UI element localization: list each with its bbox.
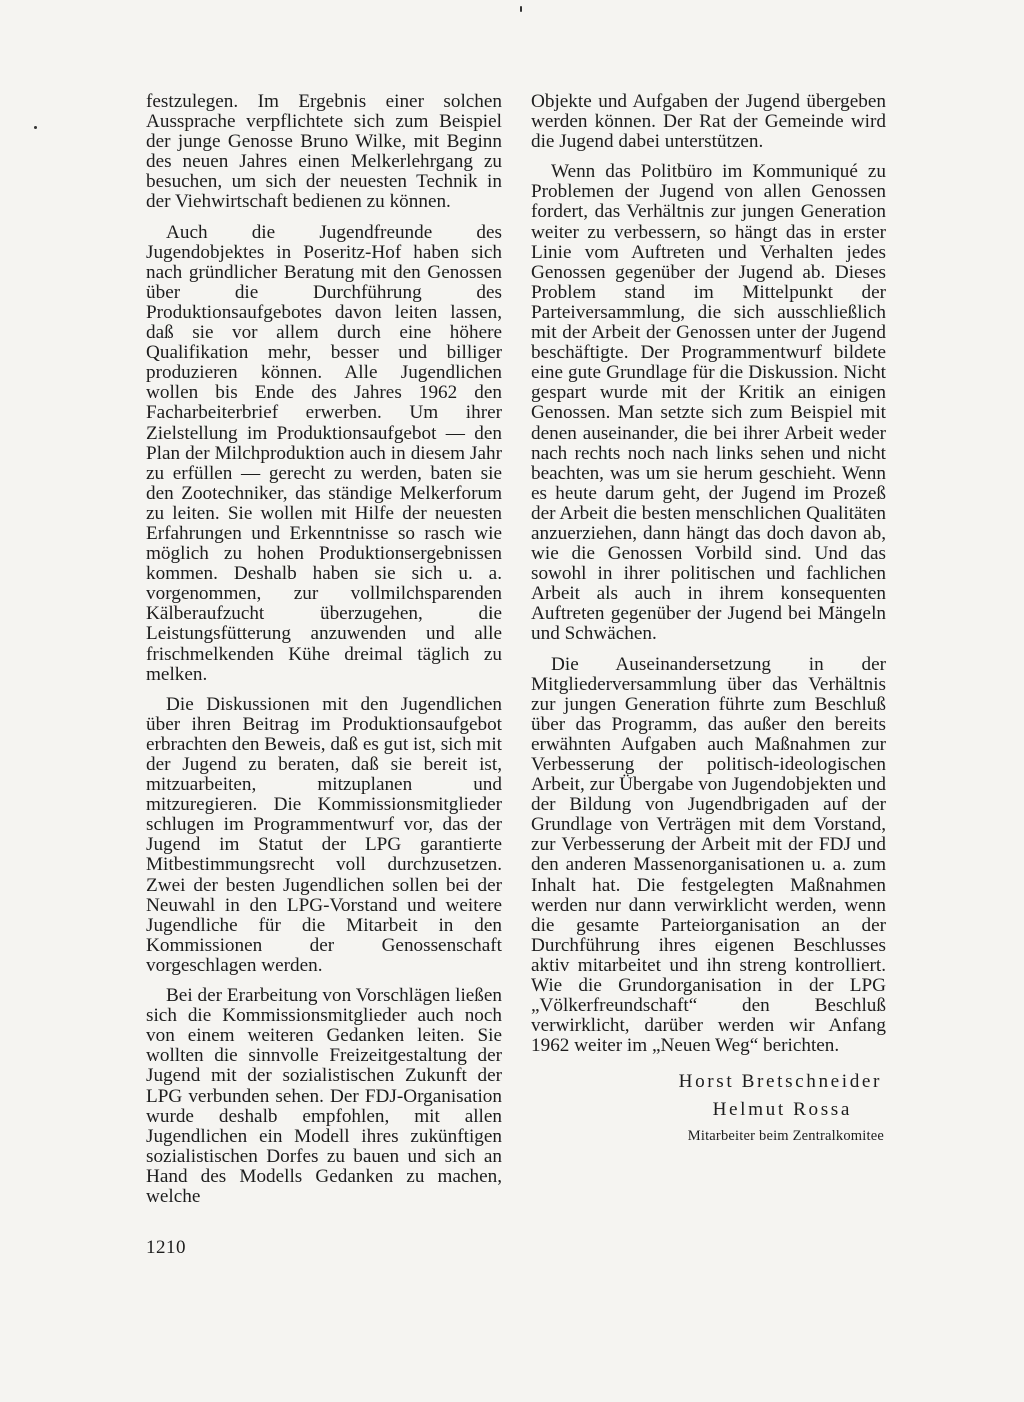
paragraph: Die Auseinandersetzung in der Mitgliederversammlung über das Verhältnis zur jungen Generation führte zum Beschluß über das Programm, das außer den bereits erwähnten Aufgaben auch Maßnahmen zur Verbesserung der politisch-ideologischen Arbeit, zur Übergabe von Jugendobjekten und der Bildung von Jugendbrigaden auf der Grundlage von Verträgen mit dem Vorstand, zur Verbesserung der Arbeit mit der FDJ und den anderen Massenorganisationen u. a. zum Inhalt hat. Die festgelegten Maßnahmen werden nur dann verwirklicht werden, wenn die gesamte Parteiorganisation an der Durchführung ihres eigenen Beschlusses aktiv mitarbeitet und ihn streng kontrolliert. Wie die Grundorganisation in der LPG „Völkerfreundschaft“ den Beschluß verwirklicht, darüber werden wir Anfang 1962 weiter im „Neuen Weg“ berichten. (531, 653, 886, 1057)
paragraph: Wenn das Politbüro im Kommuniqué zu Problemen der Jugend von allen Genossen fordert, das Verhältnis zur jungen Generation weiter zu verbessern, so hängt das in erster Linie vom Auftreten und Verhalten jedes Genossen gegenüber der Jugend ab. Dieses Problem stand im Mittelpunkt der Parteiversammlung, die sich ausschließlich mit der Arbeit der Genossen unter der Jugend beschäftigte. Der Programmentwurf bildete eine gute Grundlage für die Diskussion. Nicht gespart wurde mit der Kritik an einigen Genossen. Man setzte sich zum Beispiel mit denen auseinander, die bei ihrer Arbeit weder nach rechts noch nach links sehen und nicht beachten, was um sie herum geschieht. Wenn es heute darum geht, der Jugend im Prozeß der Arbeit die besten menschlichen Qualitäten anzuerziehen, dann hängt das doch davon ab, wie die Genossen Vorbild sind. Und das sowohl in ihrer politischen und fachlichen Arbeit als auch in ihrem konsequenten Auftreten gegenüber der Jugend bei Mängeln und Schwächen. (531, 161, 886, 645)
paragraph: festzulegen. Im Ergebnis einer solchen Aussprache verpflichtete sich zum Beispiel der junge Genosse Bruno Wilke, mit Beginn des neuen Jahres einen Melkerlehrgang zu besuchen, um sich der neuesten Technik in der Viehwirtschaft bedienen zu können. (146, 91, 502, 213)
author-name: Horst Bretschneider (678, 1071, 882, 1093)
paragraph: Die Diskussionen mit den Jugendlichen über ihren Beitrag im Produktionsaufgebot erbrachten den Beweis, daß es gut ist, sich mit der Jugend zu beraten, daß sie bereit ist, mitzuarbeiten, mitzuplanen und mitzuregieren. Die Kommissionsmitglieder schlugen im Programmentwurf vor, das der Jugend im Statut der LPG garantierte Mitbestimmungsrecht voll durchzusetzen. Zwei der besten Jugendlichen sollen bei der Neuwahl in den LPG-Vorstand und weitere Jugendliche für die Mitarbeit in den Kommissionen der Genossenschaft vorgeschlagen werden. (146, 693, 502, 976)
paragraph: Bei der Erarbeitung von Vorschlägen ließen sich die Kommissionsmitglieder auch noch von einem weiteren Gedanken leiten. Sie wollten die sinnvolle Freizeitgestaltung der Jugend mit der sozialistischen Zukunft der LPG verbunden sehen. Der FDJ-Organisation wurde deshalb empfohlen, mit allen Jugendlichen ein Modell ihres zukünftigen sozialistischen Dorfes zu bauen und sich an Hand des Modells Gedanken zu machen, welche (146, 985, 502, 1207)
paragraph: Auch die Jugendfreunde des Jugendobjektes in Poseritz-Hof haben sich nach gründlicher Beratung mit den Genossen über die Durchführung des Produktionsaufgebotes davon leiten lassen, daß sie vor allem durch eine höhere Qualifikation mehr, besser und billiger produzieren können. Alle Jugendlichen wollen bis Ende des Jahres 1962 den Facharbeiterbrief erwerben. Um ihrer Zielstellung im Produktionsaufgebot — den Plan der Milchproduktion auch in diesem Jahr zu erfüllen — gerecht zu werden, baten sie den Zootechniker, das ständige Melkerforum zu leiten. Sie wollen mit Hilfe der neuesten Erfahrungen und Erkenntnisse so rasch wie möglich zu hohen Produktionsergebnissen kommen. Deshalb haben sie sich u. a. vorgenommen, zur vollmilchsparenden Kälberaufzucht überzugehen, die Leistungsfütterung anzuwenden und alle frischmelkenden Kühe dreimal täglich zu melken. (146, 221, 502, 685)
scan-speck (520, 6, 522, 12)
right-column (531, 92, 886, 1148)
author-role: Mitarbeiter beim Zentralkomitee (687, 1128, 884, 1145)
author-name: Helmut Rossa (712, 1099, 852, 1121)
signature-block (531, 1068, 886, 1148)
scan-speck (34, 126, 37, 129)
left-column (146, 92, 502, 1207)
page-number: 1210 (146, 1237, 186, 1258)
paragraph: Objekte und Aufgaben der Jugend übergeben werden können. Der Rat der Gemeinde wird die Jugend dabei unterstützen. (531, 91, 886, 153)
